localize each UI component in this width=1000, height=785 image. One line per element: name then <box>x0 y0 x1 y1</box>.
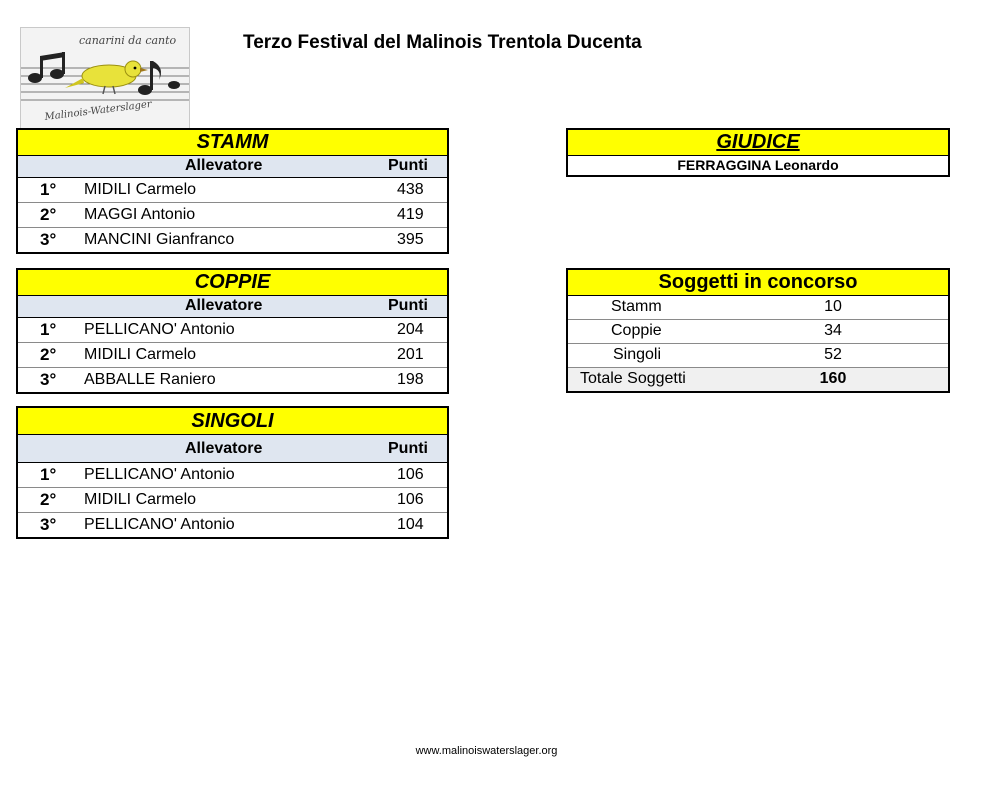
logo-caption-top: canarini da canto <box>79 34 177 47</box>
breeder-name: MIDILI Carmelo <box>84 346 197 363</box>
giudice-title-text: GIUDICE <box>716 131 800 153</box>
table-row <box>18 178 447 203</box>
rank: 3° <box>40 230 57 249</box>
footer-url[interactable]: www.malinoiswaterslager.org <box>415 745 558 757</box>
judge-name: FERRAGGINA Leonardo <box>677 157 839 173</box>
soggetti-row <box>568 296 948 320</box>
column-breeder: Allevatore <box>185 157 263 174</box>
table-row <box>18 488 447 513</box>
soggetti-value: 52 <box>824 346 842 363</box>
soggetti-box <box>566 268 950 393</box>
breeder-name: MIDILI Carmelo <box>84 181 197 198</box>
soggetti-total-label: Totale Soggetti <box>580 370 686 387</box>
table-row <box>18 203 447 228</box>
column-points: Punti <box>388 440 428 457</box>
soggetti-row <box>568 320 948 344</box>
coppie-table <box>16 268 449 394</box>
rank: 1° <box>40 465 57 484</box>
soggetti-label: Singoli <box>613 346 662 363</box>
points-value: 106 <box>397 466 424 483</box>
giudice-box <box>566 128 950 177</box>
rank: 2° <box>40 490 57 509</box>
rank: 2° <box>40 345 57 364</box>
breeder-name: PELLICANO' Antonio <box>84 516 235 533</box>
logo-caption-bottom: Malinois-Waterslager <box>44 98 153 123</box>
music-note-right-icon <box>138 61 180 95</box>
soggetti-total-value: 160 <box>819 370 847 387</box>
soggetti-title: Soggetti in concorso <box>568 270 948 296</box>
breeder-name: PELLICANO' Antonio <box>84 466 235 483</box>
points-value: 104 <box>397 516 424 533</box>
soggetti-row <box>568 344 948 368</box>
column-points: Punti <box>388 157 428 174</box>
rank: 1° <box>40 320 57 339</box>
singoli-table <box>16 406 449 539</box>
points-value: 106 <box>397 491 424 508</box>
breeder-name: PELLICANO' Antonio <box>84 321 235 338</box>
coppie-column-header <box>18 296 447 318</box>
coppie-title: COPPIE <box>18 270 447 296</box>
soggetti-value: 10 <box>824 298 842 315</box>
soggetti-value: 34 <box>824 322 842 339</box>
table-row <box>18 368 447 392</box>
soggetti-label: Stamm <box>611 298 662 315</box>
rank: 3° <box>40 370 57 389</box>
canary-bird-icon <box>65 61 148 94</box>
singoli-title: SINGOLI <box>18 408 447 435</box>
rank: 2° <box>40 205 57 224</box>
rank: 1° <box>40 180 57 199</box>
column-breeder: Allevatore <box>185 297 263 314</box>
column-points: Punti <box>388 297 428 314</box>
points-value: 204 <box>397 321 424 338</box>
page-title: Terzo Festival del Malinois Trentola Ducenta <box>243 32 642 53</box>
breeder-name: ABBALLE Raniero <box>84 371 216 388</box>
points-value: 201 <box>397 346 424 363</box>
table-row <box>18 228 447 252</box>
column-breeder: Allevatore <box>185 440 263 457</box>
breeder-name: MANCINI Gianfranco <box>84 231 235 248</box>
points-value: 438 <box>397 181 424 198</box>
points-value: 395 <box>397 231 424 248</box>
stamm-title: STAMM <box>18 130 447 156</box>
breeder-name: MAGGI Antonio <box>84 206 196 223</box>
stamm-table <box>16 128 449 254</box>
breeder-name: MIDILI Carmelo <box>84 491 197 508</box>
points-value: 419 <box>397 206 424 223</box>
table-row <box>18 343 447 368</box>
table-row <box>18 463 447 488</box>
rank: 3° <box>40 515 57 534</box>
soggetti-total-row <box>568 368 948 391</box>
soggetti-label: Coppie <box>611 322 662 339</box>
table-row <box>18 513 447 537</box>
points-value: 198 <box>397 371 424 388</box>
giudice-title <box>568 130 948 156</box>
logo-graphic <box>21 28 189 128</box>
table-row <box>18 318 447 343</box>
malinois-logo <box>20 27 190 129</box>
stamm-column-header <box>18 156 447 178</box>
singoli-column-header <box>18 435 447 463</box>
